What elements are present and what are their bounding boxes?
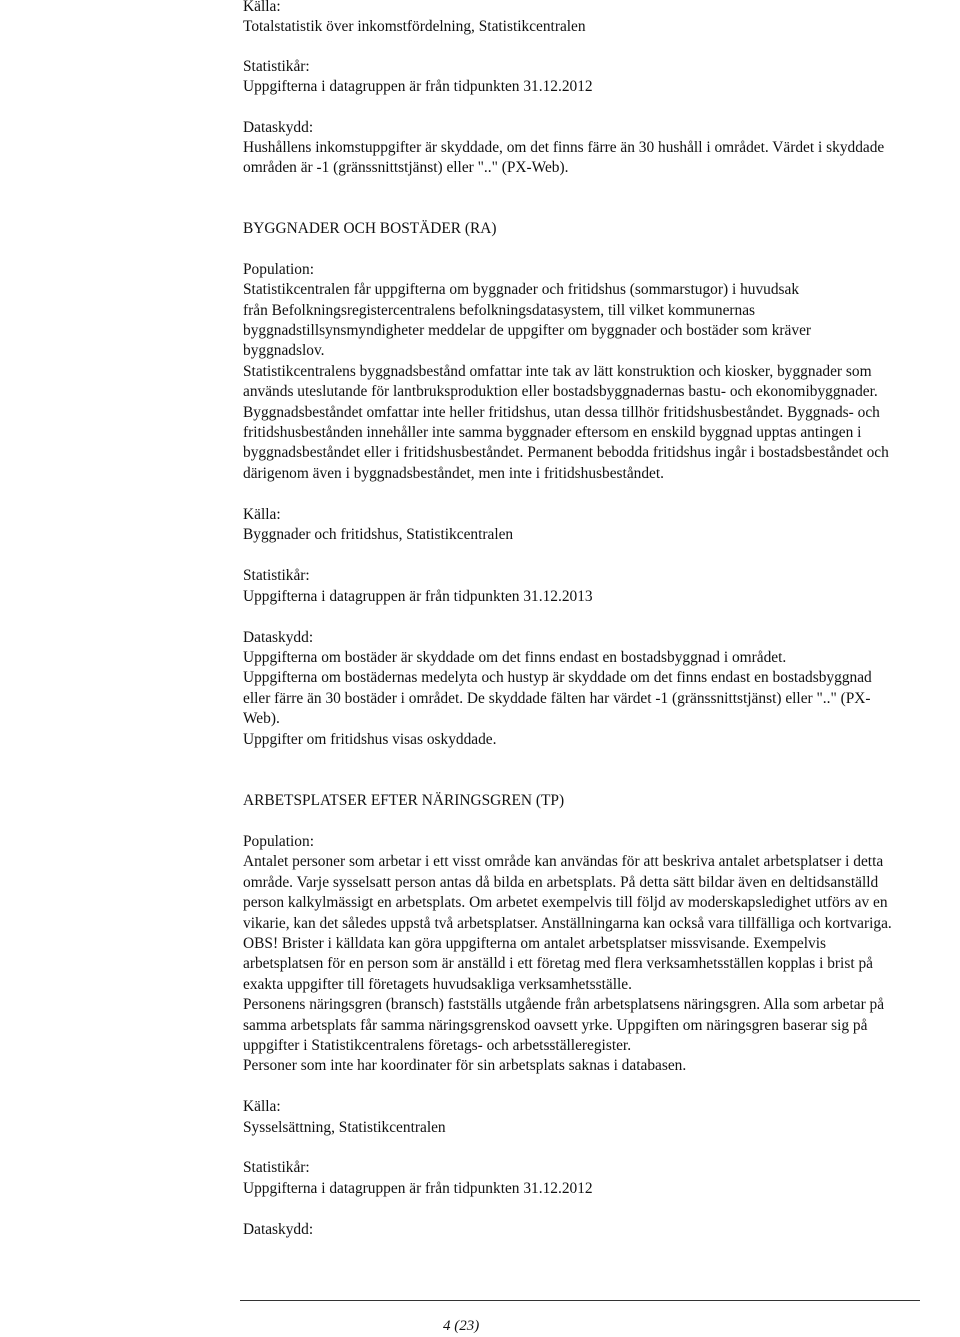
source-value: Sysselsättning, Statistikcentralen xyxy=(243,1119,446,1136)
data-protection-label: Dataskydd: xyxy=(243,1221,314,1238)
population-text-line: fritidshusbestånden innehåller inte samma byggnader eftersom en enskild byggnad upptas antingen i xyxy=(243,424,862,441)
population-text-line: Antalet personer som arbetar i ett visst område kan användas för att beskriva antalet arbetsplatser i detta xyxy=(243,853,884,870)
section-heading: BYGGNADER OCH BOSTÄDER (RA) xyxy=(243,220,497,237)
data-protection-text-line: Hushållens inkomstuppgifter är skyddade, om det finns färre än 30 hushåll i området. Värdet i skyddade xyxy=(243,139,885,156)
source-value: Totalstatistik över inkomstfördelning, Statistikcentralen xyxy=(243,18,586,35)
population-text-line: byggnadstillsynsmyndigheter meddelar de uppgifter om byggnader och bostäder som kräver xyxy=(243,322,812,339)
population-text-line: därigenom även i byggnadsbeståndet, men inte i fritidshusbeståndet. xyxy=(243,465,665,482)
population-text-line: byggnadslov. xyxy=(243,342,325,359)
statistics-year-value: Uppgifterna i datagruppen är från tidpunkten 31.12.2012 xyxy=(243,78,593,95)
data-protection-text-line: Uppgifterna om bostädernas medelyta och hustyp är skyddade om det finns endast en bostadsbyggnad xyxy=(243,669,872,686)
population-text-line: OBS! Brister i källdata kan göra uppgifterna om antalet arbetsplatser missvisande. Exempelvis xyxy=(243,935,826,952)
population-text-line: från Befolkningsregistercentralens befolkningsdatasystem, till vilket kommunernas xyxy=(243,302,756,319)
population-text-line: uppgifter i Statistikcentralens företags- och arbetsställeregister. xyxy=(243,1037,632,1054)
data-protection-label: Dataskydd: xyxy=(243,629,314,646)
population-text-line: Statistikcentralen får uppgifterna om byggnader och fritidshus (sommarstugor) i huvudsak xyxy=(243,281,800,298)
population-text-line: används uteslutande för lantbruksproduktion eller bostadsbyggnadernas bastu- och ekonomibyggnader. xyxy=(243,383,878,400)
population-text-line: Personens näringsgren (bransch) fastställs utgående från arbetsplatsens näringsgren. Alla som arbetar på xyxy=(243,996,885,1013)
footer-divider xyxy=(240,1300,920,1301)
population-text-line: Byggnadsbeståndet omfattar inte heller fritidshus, utan dessa tillhör fritidshusbeståndet. Byggnads- och xyxy=(243,404,880,421)
statistics-year-value: Uppgifterna i datagruppen är från tidpunkten 31.12.2012 xyxy=(243,1180,593,1197)
statistics-year-value: Uppgifterna i datagruppen är från tidpunkten 31.12.2013 xyxy=(243,588,593,605)
statistics-year-label: Statistikår: xyxy=(243,1159,310,1176)
source-label: Källa: xyxy=(243,1098,281,1115)
population-label: Population: xyxy=(243,833,314,850)
population-text-line: exakta uppgifter till företagets huvudsakliga verksamhetsställe. xyxy=(243,976,632,993)
population-text-line: vikarie, kan det således uppstå två arbetsplatser. Anställningarna kan också vara tillfälliga och kortvariga. xyxy=(243,915,892,932)
source-label: Källa: xyxy=(243,506,281,523)
data-protection-text-line: Web). xyxy=(243,710,280,727)
data-protection-text-line: Uppgifter om fritidshus visas oskyddade. xyxy=(243,731,497,748)
statistics-year-label: Statistikår: xyxy=(243,58,310,75)
source-label: Källa: xyxy=(243,0,281,15)
population-text-line: arbetsplatsen för en person som är anställd i ett företag med flera verksamhetsställen kopplas i brist på xyxy=(243,955,873,972)
data-protection-text-line: Uppgifterna om bostäder är skyddade om det finns endast en bostadsbyggnad i området. xyxy=(243,649,787,666)
data-protection-text-line: eller färre än 30 bostäder i området. De skyddade fälten har värdet -1 (gränssnittstjänst) eller ".." (PX- xyxy=(243,690,871,707)
population-text-line: område. Varje sysselsatt person antas då bilda en arbetsplats. På detta sätt bildar även en deltidsanställd xyxy=(243,874,879,891)
population-label: Population: xyxy=(243,261,314,278)
page-number: 4 (23) xyxy=(443,1318,480,1334)
data-protection-label: Dataskydd: xyxy=(243,119,314,136)
section-heading: ARBETSPLATSER EFTER NÄRINGSGREN (TP) xyxy=(243,792,565,809)
population-text-line: Statistikcentralens byggnadsbestånd omfattar inte tak av lätt konstruktion och kiosker, byggnader som xyxy=(243,363,872,380)
data-protection-text-line: områden är -1 (gränssnittstjänst) eller ".." (PX-Web). xyxy=(243,159,569,176)
source-value: Byggnader och fritidshus, Statistikcentralen xyxy=(243,526,514,543)
population-text-line: Personer som inte har koordinater för sin arbetsplats saknas i databasen. xyxy=(243,1057,687,1074)
population-text-line: byggnadsbeståndet eller i fritidshusbeståndet. Permanent bebodda fritidshus ingår i bostadsbeståndet och xyxy=(243,444,889,461)
population-text-line: samma arbetsplats får samma näringsgrenskod oavsett yrke. Uppgiften om näringsgren baserar sig på xyxy=(243,1017,868,1034)
statistics-year-label: Statistikår: xyxy=(243,567,310,584)
population-text-line: person kalkylmässigt en arbetsplats. Om arbetet exempelvis till följd av moderskapsledighet utförs av en xyxy=(243,894,888,911)
